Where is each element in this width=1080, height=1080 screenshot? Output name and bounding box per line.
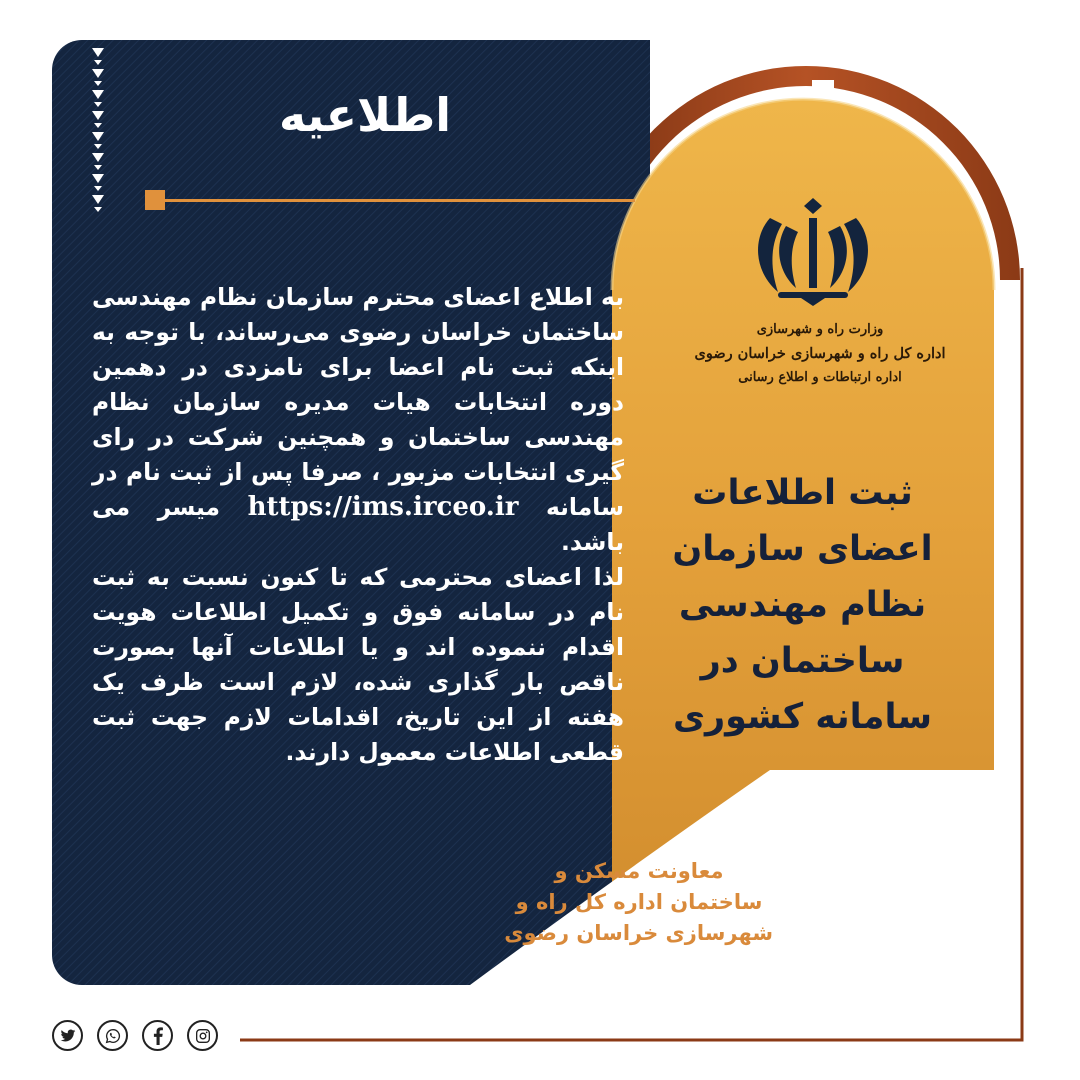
ministry-caption	[690, 318, 950, 390]
instagram-icon[interactable]	[187, 1020, 218, 1051]
ministry-line-2: اداره کل راه و شهرسازی خراسان رضوی	[694, 345, 946, 362]
twitter-icon[interactable]	[52, 1020, 83, 1051]
ministry-line-3: اداره ارتباطات و اطلاع رسانی	[738, 370, 902, 385]
notice-body	[92, 280, 624, 770]
registration-url[interactable]: https://ims.irceo.ir	[247, 492, 519, 522]
registration-title	[660, 465, 945, 745]
iran-emblem-icon	[748, 196, 878, 308]
deputy-caption	[505, 856, 773, 949]
registration-title-line-4: ساختمان در	[700, 641, 905, 681]
facebook-icon[interactable]	[142, 1020, 173, 1051]
notice-title: اطلاعیه	[278, 88, 452, 142]
deputy-line-2: ساختمان اداره کل راه و	[515, 890, 763, 914]
title-marker	[145, 190, 165, 210]
registration-title-line-1: ثبت اطلاعات	[692, 473, 913, 513]
registration-title-line-3: نظام مهندسی	[678, 585, 927, 625]
deputy-line-1: معاونت مسکن و	[554, 859, 724, 883]
social-links	[52, 1020, 218, 1051]
registration-title-line-5: سامانه کشوری	[672, 697, 933, 737]
deputy-line-3: شهرسازی خراسان رضوی	[504, 921, 773, 945]
whatsapp-icon[interactable]	[97, 1020, 128, 1051]
chevron-pattern-icon	[86, 48, 110, 276]
notice-paragraph-1: به اطلاع اعضای محترم سازمان نظام مهندسی ساختمان خراسان رضوی می‌رساند، با توجه به اینکه ثبت نام اعضا برای نامزدی در دهمین دوره انتخابات هیات مدیره سازمان نظام مهندسی ساختمان و همچنین شرکت در رای گیری انتخابات مزبور ، صرفا پس از ثبت نام در سامانه https://ims.irceo.ir میسر می باشد.	[92, 283, 624, 556]
title-divider	[165, 199, 635, 202]
ministry-line-1: وزارت راه و شهرسازی	[756, 322, 884, 337]
registration-title-line-2: اعضای سازمان	[672, 529, 933, 569]
notice-paragraph-2: لذا اعضای محترمی که تا کنون نسبت به ثبت نام در سامانه فوق و تکمیل اطلاعات هویت اقدام ننموده اند و یا اطلاعات آنها بصورت ناقص بار گذاری شده، لازم است ظرف یک هفته از این تاریخ، اقدامات لازم جهت ثبت قطعی اطلاعات معمول دارند.	[92, 563, 624, 766]
